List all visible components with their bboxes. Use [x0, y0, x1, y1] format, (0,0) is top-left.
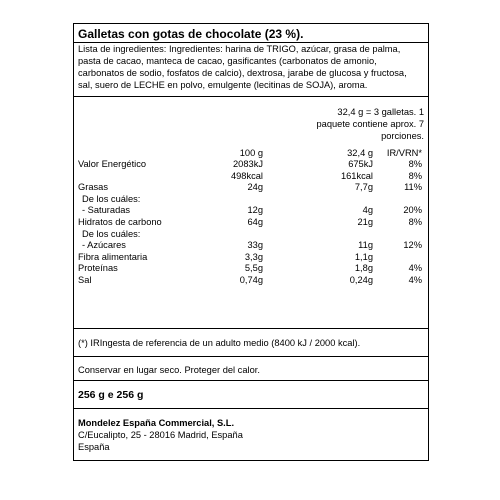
- ingredients-line: Lista de ingredientes: Ingredientes: harina de TRIGO, azúcar, grasa de palma,: [78, 44, 401, 54]
- ingredients-line: sal, suero de LECHE en polvo, emulgente (lecitinas de SOJA), aroma.: [78, 79, 368, 90]
- table-row: [74, 194, 428, 206]
- nutrient-name: Hidratos de carbono: [78, 216, 162, 227]
- value-per100: 12g: [247, 205, 263, 216]
- value-per100: 498kcal: [230, 170, 263, 181]
- header-per100: 100 g: [239, 148, 263, 158]
- value-per100: 64g: [247, 216, 263, 227]
- product-title: Galletas con gotas de chocolate (23 %).: [78, 27, 304, 41]
- nutrient-name: - Azúcares: [82, 240, 126, 251]
- nutrient-name: Fibra alimentaria: [78, 251, 148, 262]
- nutrient-name: De los cuáles:: [82, 193, 141, 204]
- nutrient-name: Valor Energético: [78, 159, 147, 169]
- ri-footnote: (*) IRIngesta de referencia de un adulto medio (8400 kJ / 2000 kcal).: [78, 338, 361, 348]
- value-per-serving: 161kcal: [340, 170, 373, 181]
- table-row: [74, 217, 428, 229]
- divider: [74, 356, 428, 357]
- company-name: Mondelez España Commercial, S.L.: [78, 418, 235, 428]
- value-per100: 5,5g: [244, 263, 263, 274]
- value-ri: 8%: [408, 216, 422, 227]
- serving-line: 32,4 g = 3 galletas. 1: [337, 107, 424, 117]
- serving-line: porciones.: [381, 130, 424, 141]
- company-info: [78, 417, 243, 453]
- value-per-serving: 21g: [357, 216, 373, 227]
- header-per-serving: 32,4 g: [347, 148, 373, 158]
- value-per100: 24g: [247, 182, 263, 193]
- nutrient-name: De los cuáles:: [82, 228, 141, 239]
- value-per-serving: 11g: [358, 240, 373, 251]
- table-row: [74, 229, 428, 241]
- table-row: [74, 182, 428, 194]
- table-row: [74, 171, 428, 183]
- value-per100: 2083kJ: [233, 159, 263, 169]
- ingredients-line: pasta de cacao, manteca de cacao, gasificantes (carbonatos de amonio,: [78, 55, 377, 66]
- header-ri: IR/VRN*: [386, 148, 422, 158]
- nutrient-name: Sal: [78, 274, 92, 285]
- value-ri: 8%: [408, 159, 422, 169]
- value-ri: 4%: [408, 263, 422, 274]
- value-per-serving: 1,8g: [354, 263, 373, 274]
- value-ri: 20%: [403, 205, 422, 216]
- value-per-serving: 1,1g: [354, 251, 373, 262]
- storage-instructions: Conservar en lugar seco. Proteger del calor.: [78, 365, 260, 375]
- net-weight: 256 g e 256 g: [78, 389, 144, 401]
- value-per-serving: 0,24g: [349, 274, 373, 285]
- serving-info: [294, 107, 424, 143]
- company-country: España: [78, 442, 110, 452]
- divider: [74, 96, 428, 97]
- value-per100: 0,74g: [239, 274, 263, 285]
- nutrient-name: Proteínas: [78, 263, 118, 274]
- table-row: [74, 240, 428, 252]
- divider: [74, 42, 428, 43]
- value-per-serving: 7,7g: [354, 182, 373, 193]
- value-per100: 33g: [247, 240, 263, 251]
- divider: [74, 328, 428, 329]
- table-row: [74, 275, 428, 287]
- table-row: [74, 159, 428, 171]
- divider: [74, 408, 428, 409]
- nutrient-name: - Saturadas: [82, 205, 131, 216]
- value-per-serving: 675kJ: [348, 159, 373, 169]
- table-row: [74, 205, 428, 217]
- value-per-serving: 4g: [362, 205, 373, 216]
- ingredients-list: [78, 44, 426, 92]
- nutrition-label: [73, 23, 429, 461]
- company-address: C/Eucalipto, 25 - 28016 Madrid, España: [78, 430, 243, 440]
- table-row: [74, 252, 428, 264]
- value-ri: 8%: [408, 170, 422, 181]
- serving-line: paquete contiene aprox. 7: [316, 118, 424, 129]
- value-ri: 11%: [404, 182, 422, 193]
- nutrition-table: [74, 159, 428, 287]
- ingredients-line: carbonatos de sodio, fosfatos de calcio), dextrosa, jarabe de glucosa y fructosa,: [78, 67, 407, 78]
- value-per100: 3,3g: [244, 251, 263, 262]
- table-row: [74, 263, 428, 275]
- divider: [74, 380, 428, 381]
- value-ri: 4%: [408, 274, 422, 285]
- nutrient-name: Grasas: [78, 182, 108, 193]
- value-ri: 12%: [403, 240, 422, 251]
